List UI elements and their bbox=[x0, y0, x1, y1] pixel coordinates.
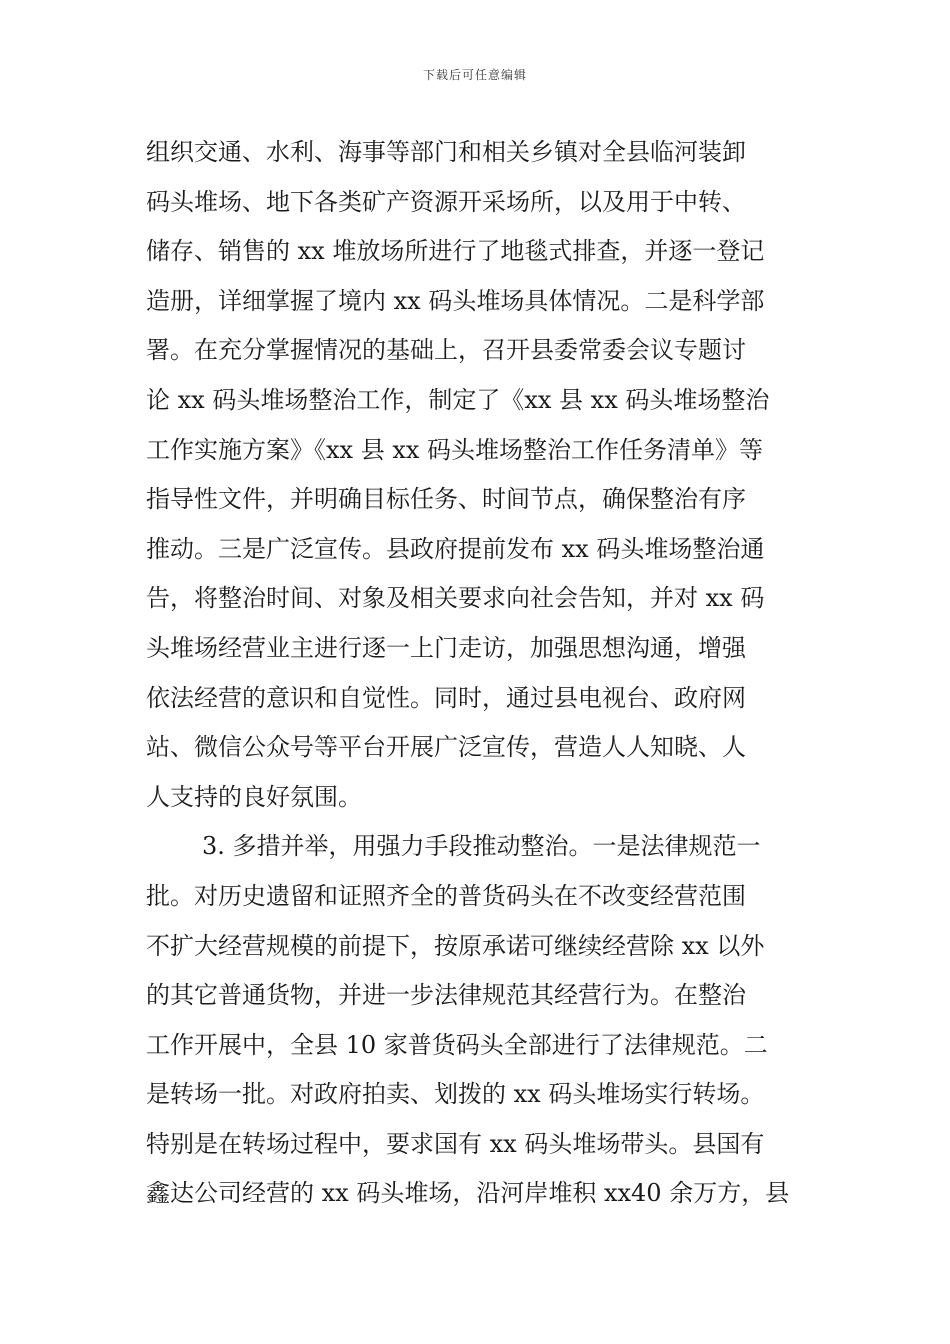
text-line: 站、微信公众号等平台开展广泛宣传，营造人人知晓、人 bbox=[146, 733, 746, 762]
text-line: 鑫达公司经营的 xx 码头堆场，沿河岸堆积 xx40 余万方，县 bbox=[146, 1179, 790, 1208]
text-line: 码头堆场、地下各类矿产资源开采场所，以及用于中转、 bbox=[146, 187, 746, 216]
text-line: 工作开展中，全县 10 家普货码头全部进行了法律规范。二 bbox=[146, 1030, 768, 1059]
text-line: 组织交通、水利、海事等部门和相关乡镇对全县临河装卸 bbox=[146, 138, 746, 166]
body-text bbox=[146, 128, 810, 1219]
text-line: 造册，详细掌握了境内 xx 码头堆场具体情况。二是科学部 bbox=[146, 286, 765, 315]
text-line: 的其它普通货物，并进一步法律规范其经营行为。在整治 bbox=[146, 981, 746, 1010]
text-line: 特别是在转场过程中，要求国有 xx 码头堆场带头。县国有 bbox=[146, 1129, 765, 1158]
text-line: 3. 多措并举，用强力手段推动整治。一是法律规范一 bbox=[202, 832, 761, 861]
text-line: 指导性文件，并明确目标任务、时间节点，确保整治有序 bbox=[146, 485, 746, 514]
text-line: 是转场一批。对政府拍卖、划拨的 xx 码头堆场实行转场。 bbox=[146, 1080, 765, 1109]
text-line: 推动。三是广泛宣传。县政府提前发布 xx 码头堆场整治通 bbox=[146, 534, 765, 563]
text-line: 告，将整治时间、对象及相关要求向社会告知，并对 xx 码 bbox=[146, 584, 765, 613]
text-line: 署。在充分掌握情况的基础上，召开县委常委会议专题讨 bbox=[146, 336, 746, 365]
text-line: 依法经营的意识和自觉性。同时，通过县电视台、政府网 bbox=[146, 683, 746, 712]
text-line: 工作实施方案》《xx 县 xx 码头堆场整治工作任务清单》等 bbox=[146, 435, 764, 464]
page-header: 下载后可任意编辑 bbox=[422, 68, 527, 82]
text-line: 论 xx 码头堆场整治工作，制定了《xx 县 xx 码头堆场整治 bbox=[146, 385, 770, 414]
text-line: 人支持的良好氛围。 bbox=[146, 782, 362, 811]
text-line: 储存、销售的 xx 堆放场所进行了地毯式排查，并逐一登记 bbox=[146, 237, 765, 266]
text-line: 头堆场经营业主进行逐一上门走访，加强思想沟通，增强 bbox=[146, 633, 746, 662]
text-line: 批。对历史遗留和证照齐全的普货码头在不改变经营范围 bbox=[146, 881, 746, 910]
text-line: 不扩大经营规模的前提下，按原承诺可继续经营除 xx 以外 bbox=[146, 931, 765, 960]
